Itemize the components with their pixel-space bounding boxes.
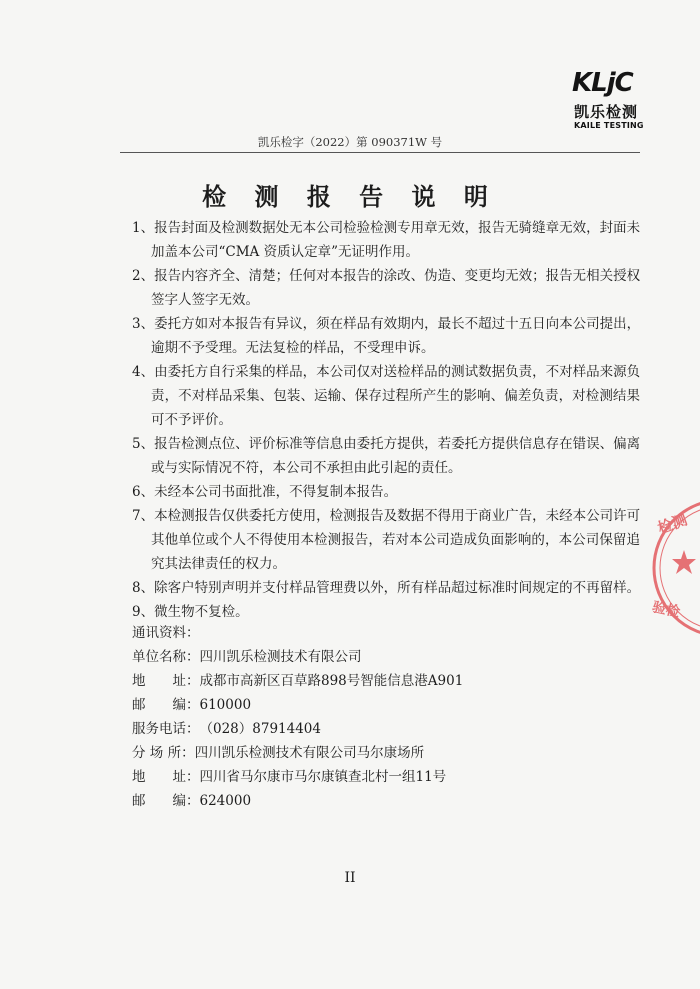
contact-label: 分 场 所： bbox=[132, 745, 195, 761]
clause-7 bbox=[132, 504, 640, 576]
clause-line: 责，不对样品采集、包装、运输、保存过程所产生的影响、偏差负责，对检测结果 bbox=[151, 388, 640, 404]
clause-3 bbox=[132, 312, 640, 360]
svg-text:KLjC: KLjC bbox=[572, 68, 633, 98]
clause-line: 可不予评价。 bbox=[151, 412, 232, 428]
contact-value: 610000 bbox=[199, 697, 252, 713]
contact-row-branch bbox=[132, 741, 640, 765]
contact-value: 成都市高新区百草路898号智能信息港A901 bbox=[199, 673, 464, 689]
contact-row-postcode bbox=[132, 693, 640, 717]
seal-stamp-icon bbox=[640, 488, 700, 648]
clause-line: 1、报告封面及检测数据处无本公司检验检测专用章无效，报告无骑缝章无效，封面未 bbox=[132, 220, 641, 236]
page-number: II bbox=[344, 870, 356, 886]
contact-label: 地 址： bbox=[132, 673, 200, 689]
contact-label: 邮 编： bbox=[132, 697, 200, 713]
contact-label: 服务电话： bbox=[132, 721, 200, 737]
clause-line: 加盖本公司“CMA 资质认定章”无证明作用。 bbox=[151, 244, 419, 260]
contact-row-address bbox=[132, 669, 640, 693]
contact-row-phone bbox=[132, 717, 640, 741]
clause-line: 签字人签字无效。 bbox=[151, 292, 259, 308]
clause-line: 4、由委托方自行采集的样品，本公司仅对送检样品的测试数据负责，不对样品来源负 bbox=[132, 364, 641, 380]
clause-line: 究其法律责任的权力。 bbox=[151, 556, 286, 572]
clause-6 bbox=[132, 480, 640, 504]
logo-name-cn: 凯乐检测 bbox=[574, 103, 639, 121]
clause-1 bbox=[132, 216, 640, 264]
page-title: 检 测 报 告 说 明 bbox=[202, 183, 498, 211]
contact-block bbox=[132, 621, 640, 813]
report-number: 凯乐检字（2022）第 090371W 号 bbox=[257, 135, 443, 149]
clause-line: 6、未经本公司书面批准，不得复制本报告。 bbox=[132, 484, 398, 500]
clause-line: 8、除客户特别声明并支付样品管理费以外，所有样品超过标准时间规定的不再留样。 bbox=[132, 580, 641, 596]
contact-label: 地 址： bbox=[132, 769, 200, 785]
company-logo bbox=[560, 64, 650, 136]
clause-line: 5、报告检测点位、评价标准等信息由委托方提供，若委托方提供信息存在错误、偏离 bbox=[132, 436, 641, 452]
svg-text:检测: 检测 bbox=[655, 510, 690, 538]
contact-value: 四川凯乐检测技术有限公司马尔康场所 bbox=[194, 745, 425, 761]
clause-line: 或与实际情况不符，本公司不承担由此引起的责任。 bbox=[151, 460, 462, 476]
contact-value: （028）87914404 bbox=[199, 721, 321, 737]
contact-label: 邮 编： bbox=[132, 793, 200, 809]
clause-line: 3、委托方如对本报告有异议，须在样品有效期内，最长不超过十五日向本公司提出， bbox=[132, 316, 641, 332]
svg-text:验检: 验检 bbox=[650, 599, 682, 621]
contact-value: 624000 bbox=[199, 793, 252, 809]
clause-line: 7、本检测报告仅供委托方使用，检测报告及数据不得用于商业广告，未经本公司许可 bbox=[132, 508, 641, 524]
clause-line: 逾期不予受理。无法复检的样品，不受理申诉。 bbox=[151, 340, 435, 356]
clause-4 bbox=[132, 360, 640, 432]
contact-row-branch-postcode bbox=[132, 789, 640, 813]
clause-8 bbox=[132, 576, 640, 600]
header-rule bbox=[120, 152, 640, 153]
contact-label: 单位名称： bbox=[132, 649, 200, 665]
clause-2 bbox=[132, 264, 640, 312]
clause-line: 其他单位或个人不得使用本检测报告，若对本公司造成负面影响的，本公司保留追 bbox=[151, 532, 640, 548]
logo-name-en: KAILE TESTING bbox=[574, 121, 644, 130]
clause-line: 9、微生物不复检。 bbox=[132, 604, 249, 620]
contact-row-branch-address bbox=[132, 765, 640, 789]
clause-list bbox=[132, 216, 640, 624]
logo-mark-icon bbox=[570, 64, 650, 98]
contact-value: 四川省马尔康市马尔康镇查北村一组11号 bbox=[199, 769, 447, 785]
clause-5 bbox=[132, 432, 640, 480]
contact-row-company bbox=[132, 645, 640, 669]
contact-value: 四川凯乐检测技术有限公司 bbox=[199, 649, 362, 665]
clause-line: 2、报告内容齐全、清楚；任何对本报告的涂改、伪造、变更均无效；报告无相关授权 bbox=[132, 268, 641, 284]
contact-heading: 通讯资料： bbox=[132, 625, 200, 641]
